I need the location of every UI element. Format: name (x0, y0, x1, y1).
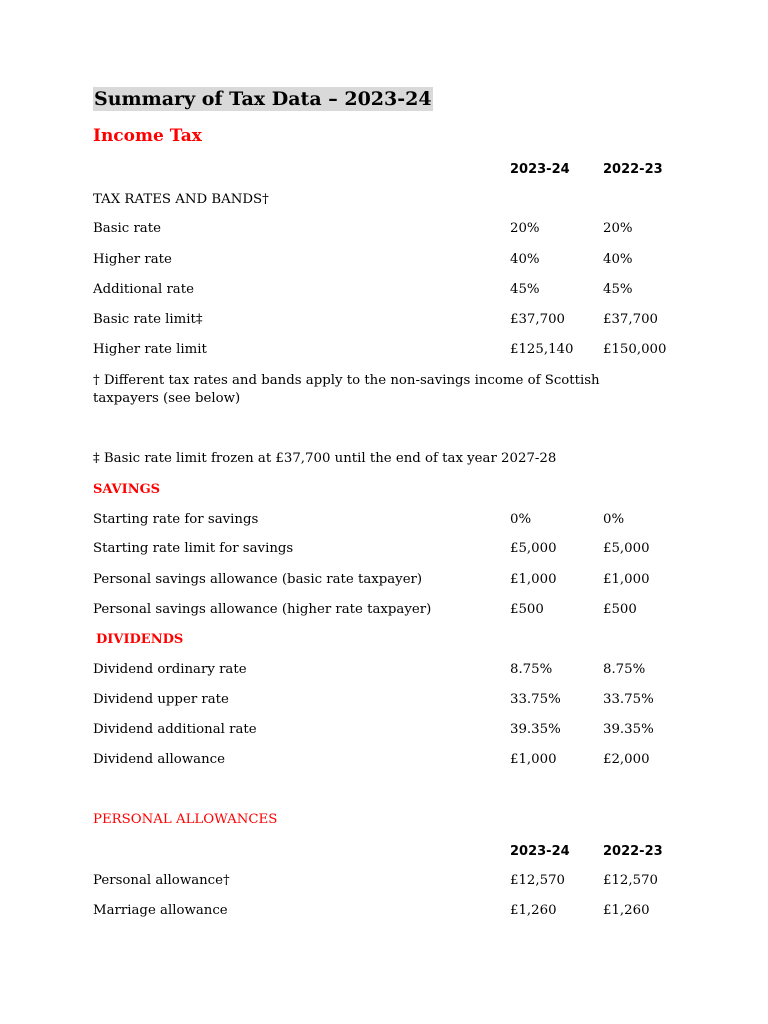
row-value-2023-24: 33.75% (510, 692, 561, 707)
row-value-2022-23: £500 (603, 602, 637, 617)
row-label: Higher rate (93, 252, 172, 267)
row-value-2023-24: 0% (510, 512, 532, 527)
row-label: Personal allowance† (93, 873, 230, 888)
row-label: Starting rate for savings (93, 512, 259, 527)
tax-rates-bands-heading: TAX RATES AND BANDS† (93, 192, 269, 207)
personal-allowances-heading: PERSONAL ALLOWANCES (93, 812, 278, 827)
row-label: Dividend additional rate (93, 722, 257, 737)
row-label: Dividend upper rate (93, 692, 229, 707)
row-value-2022-23: 0% (603, 512, 625, 527)
row-value-2022-23: £1,260 (603, 903, 650, 918)
row-value-2023-24: £500 (510, 602, 544, 617)
row-label: Personal savings allowance (higher rate taxpayer) (93, 602, 432, 617)
row-value-2023-24: £1,000 (510, 752, 557, 767)
row-value-2023-24: £5,000 (510, 541, 557, 556)
row-label: Dividend allowance (93, 752, 225, 767)
row-label: Dividend ordinary rate (93, 662, 247, 677)
row-value-2022-23: £150,000 (603, 342, 667, 357)
row-value-2023-24: 40% (510, 252, 540, 267)
row-value-2023-24: £37,700 (510, 312, 565, 327)
row-label: Starting rate limit for savings (93, 541, 294, 556)
row-value-2022-23: 33.75% (603, 692, 654, 707)
row-label: Higher rate limit (93, 342, 207, 357)
row-value-2022-23: £37,700 (603, 312, 658, 327)
row-value-2022-23: 45% (603, 282, 633, 297)
page-title: Summary of Tax Data – 2023-24 (94, 88, 432, 110)
column-header-2022-23: 2022-23 (603, 162, 663, 177)
row-value-2023-24: £12,570 (510, 873, 565, 888)
row-value-2023-24: £1,000 (510, 572, 557, 587)
row-label: Basic rate limit‡ (93, 312, 203, 327)
row-value-2023-24: 20% (510, 221, 540, 236)
dividends-heading: DIVIDENDS (96, 632, 184, 647)
footnote-dagger: † Different tax rates and bands apply to the non-savings income of Scottish taxpayers (see below) (93, 373, 600, 406)
row-label: Basic rate (93, 221, 161, 236)
savings-heading: SAVINGS (93, 482, 161, 497)
income-tax-heading: Income Tax (93, 126, 202, 146)
row-value-2022-23: £12,570 (603, 873, 658, 888)
row-value-2023-24: £125,140 (510, 342, 574, 357)
row-value-2023-24: £1,260 (510, 903, 557, 918)
row-value-2023-24: 39.35% (510, 722, 561, 737)
row-value-2022-23: 20% (603, 221, 633, 236)
row-value-2022-23: 40% (603, 252, 633, 267)
row-value-2022-23: £2,000 (603, 752, 650, 767)
row-value-2022-23: £1,000 (603, 572, 650, 587)
row-value-2022-23: 39.35% (603, 722, 654, 737)
row-label: Marriage allowance (93, 903, 228, 918)
row-value-2022-23: 8.75% (603, 662, 646, 677)
row-value-2023-24: 8.75% (510, 662, 553, 677)
row-value-2023-24: 45% (510, 282, 540, 297)
row-value-2022-23: £5,000 (603, 541, 650, 556)
row-label: Personal savings allowance (basic rate taxpayer) (93, 572, 423, 587)
column-header-2022-23: 2022-23 (603, 844, 663, 859)
row-label: Additional rate (93, 282, 194, 297)
footnote-double-dagger: ‡ Basic rate limit frozen at £37,700 until the end of tax year 2027-28 (93, 451, 557, 466)
column-header-2023-24: 2023-24 (510, 162, 570, 177)
column-header-2023-24: 2023-24 (510, 844, 570, 859)
